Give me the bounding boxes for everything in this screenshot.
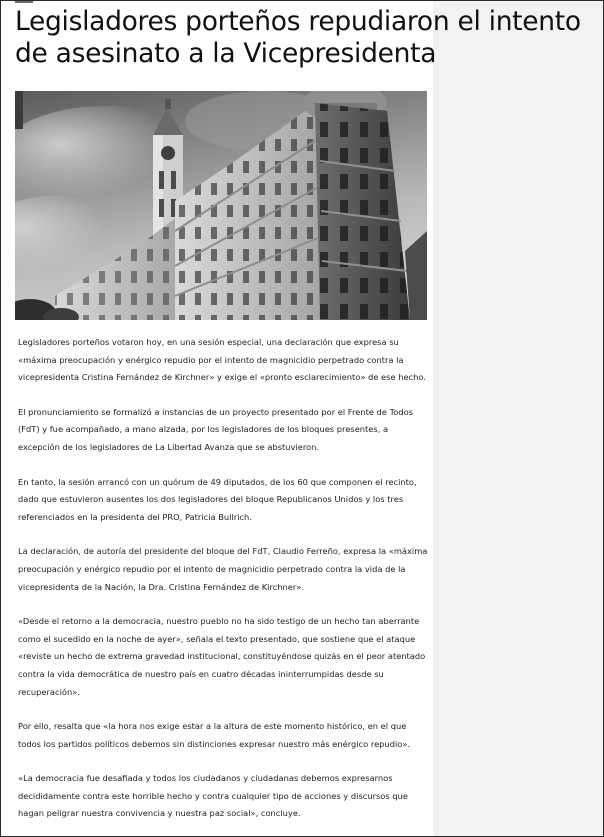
article-paragraph: Legisladores porteños votaron hoy, en una sesión especial, una declaración que expresa su «máxima preocupación y enérgico repudio por el intento de magnicidio perpetrado contra la vicepresidenta Cristina Fernández de Kirchner» y exige el «pronto esclarecimiento» de ese hecho.	[18, 337, 426, 383]
article-paragraph: La declaración, de autoría del presidente del bloque del FdT, Claudio Ferreño, expresa la «máxima preocupación y enérgico repudio por el intento de magnicidio perpetrado contra la vida de la vicepresidenta de la Nación, la Dra. Cristina Fernández de Kirchner».	[18, 546, 428, 592]
article-paragraph: En tanto, la sesión arrancó con un quórum de 49 diputados, de los 60 que componen el recinto, dado que estuvieron ausentes los dos legisladores del bloque Republicanos Unidos y los tres referenciados en la presidenta del PRO, Patricia Bullrich.	[18, 476, 417, 522]
hero-image	[15, 91, 427, 320]
article-title: Legisladores porteños repudiaron el intento de asesinato a la Vicepresidenta	[15, 6, 581, 69]
article-paragraph: «La democracia fue desafiada y todos los ciudadanos y ciudadanas debemos expresarnos decididamente contra este horrible hecho y contra cualquier tipo de acciones y discursos que hagan peligrar nuestra convivencia y nuestra paz social», concluye.	[18, 773, 408, 819]
article-paragraph: Por ello, resalta que «la hora nos exige estar a la altura de este momento histórico, en el que todos los partidos políticos debemos sin distinciones expresar nuestro más enérgico repudio».	[18, 721, 411, 749]
article-paragraph: «Desde el retorno a la democracia, nuestro pueblo no ha sido testigo de un hecho tan aberrante como el sucedido en la noche de ayer», señala el texto presentado, que sostiene que el ataque «reviste un hecho de extrema gravedad institucional, constituyéndose quizás en el peor atentado contra la vida democrática de nuestro país en cuatro décadas ininterrumpidas desde su recuperación».	[18, 616, 426, 697]
article-paragraph: El pronunciamiento se formalizó a instancias de un proyecto presentado por el Frente de Todos (FdT) y fue acompañado, a mano alzada, por los legisladores de los bloques presentes, a excepción de los legisladores de La Libertad Avanza que se abstuvieron.	[18, 406, 413, 452]
right-sidebar-blank	[433, 1, 603, 836]
top-rule	[15, 1, 33, 3]
legislature-building-photo	[15, 91, 427, 320]
article-body	[18, 334, 428, 837]
